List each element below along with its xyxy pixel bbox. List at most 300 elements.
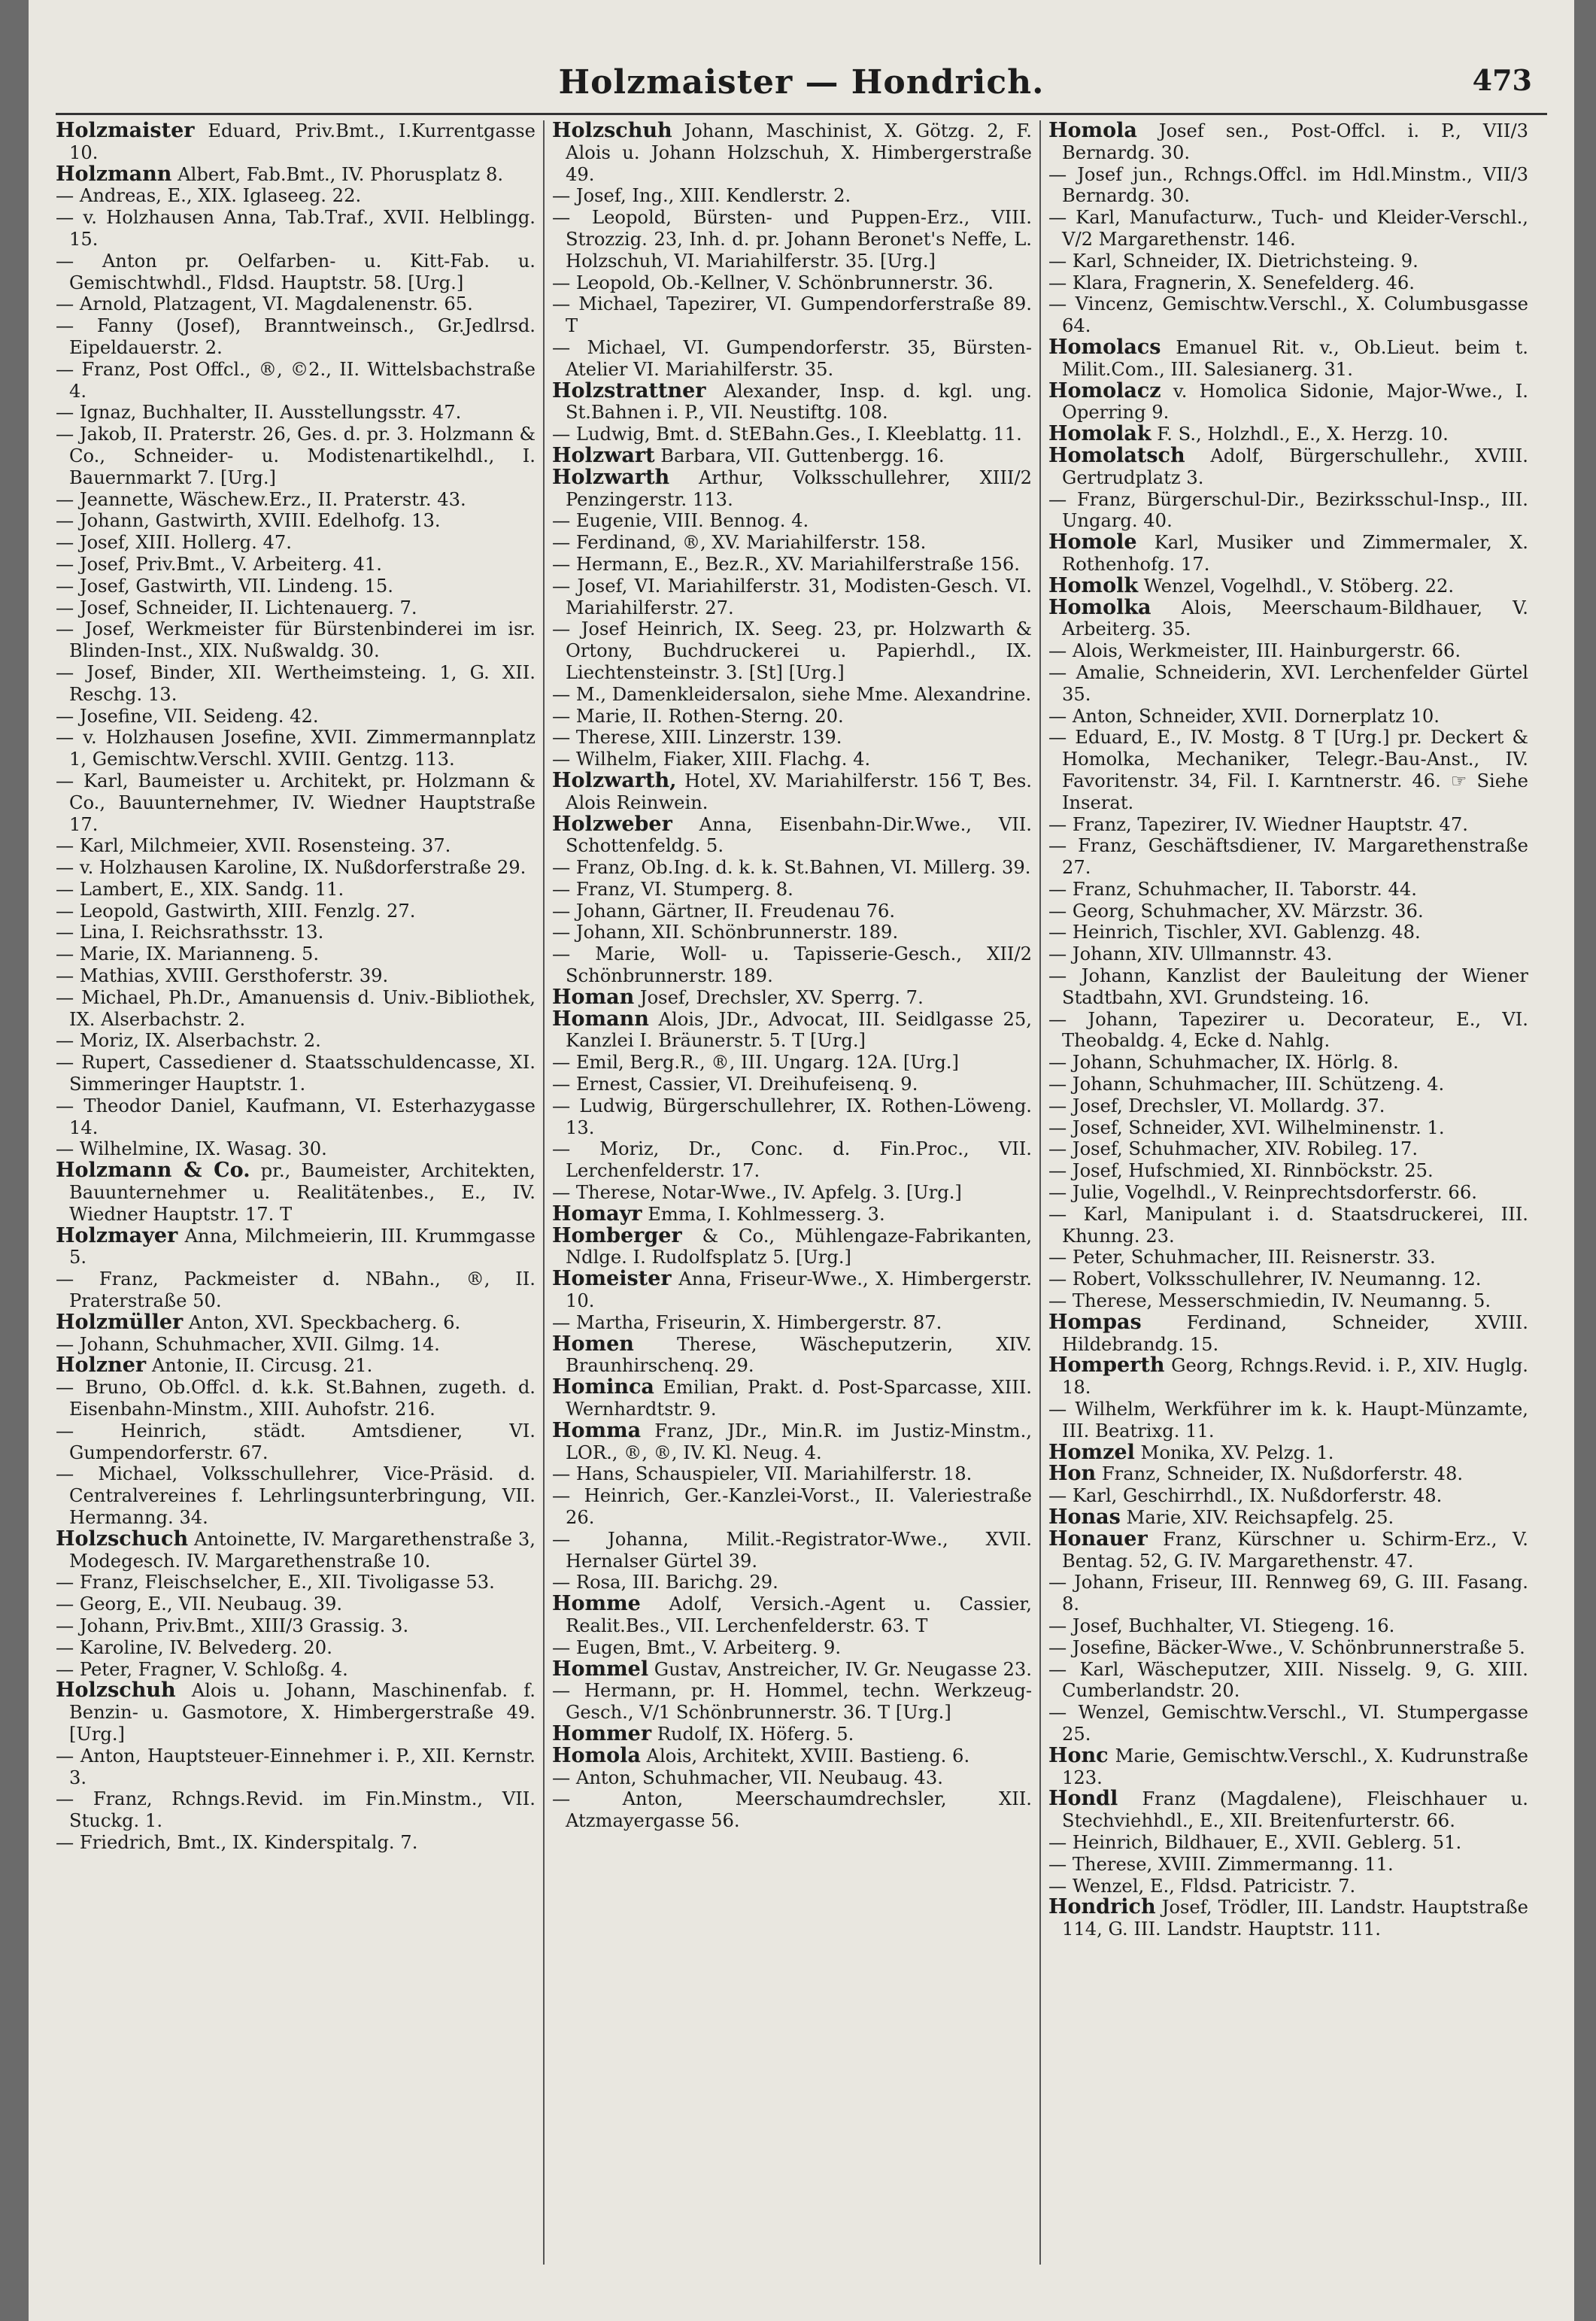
directory-entry bbox=[552, 1788, 1032, 1832]
entry-text: — Julie, Vogelhdl., V. Reinprechtsdorferstr. 66. bbox=[1048, 1182, 1477, 1204]
directory-entry bbox=[552, 337, 1032, 381]
directory-entry bbox=[552, 1529, 1032, 1572]
directory-page bbox=[29, 0, 1574, 2321]
directory-entry bbox=[552, 272, 1032, 294]
directory-entry-main bbox=[552, 814, 1032, 858]
directory-entry-main bbox=[552, 445, 1032, 467]
directory-entry bbox=[552, 185, 1032, 207]
surname-heading: Hommel bbox=[552, 1657, 649, 1681]
entry-text: — Johann, Schuhmacher, XVII. Gilmg. 14. bbox=[56, 1333, 440, 1355]
entry-text: Adolf, Versich.-Agent u. Cassier, Realit.Bes., VII. Lerchenfelderstr. 63. T bbox=[566, 1593, 1032, 1636]
directory-entry bbox=[56, 293, 536, 315]
entry-text: — Eugen, Bmt., V. Arbeiterg. 9. bbox=[552, 1636, 842, 1658]
directory-entry-main bbox=[1048, 597, 1528, 641]
entry-text: — Jakob, II. Praterstr. 26, Ges. d. pr. 3. Holzmann & Co., Schneider- u. Modistenartikelhdl., I. Bauernmarkt 7. [Urg.] bbox=[56, 424, 536, 488]
directory-entry bbox=[56, 424, 536, 488]
entry-text: — Josef, Priv.Bmt., V. Arbeiterg. 41. bbox=[56, 553, 382, 575]
entry-text: — Michael, VI. Gumpendorferstr. 35, Bürsten-Atelier VI. Mariahilferstr. 35. bbox=[552, 336, 1032, 380]
surname-heading: Homolacz bbox=[1048, 378, 1161, 403]
directory-entry bbox=[56, 1572, 536, 1593]
entry-text: — Bruno, Ob.Offcl. d. k.k. St.Bahnen, zugeth. d. Eisenbahn-Minstm., XIII. Auhofstr. 216. bbox=[56, 1377, 536, 1420]
entry-text: — Heinrich, städt. Amtsdiener, VI. Gumpendorferstr. 67. bbox=[56, 1420, 536, 1463]
entry-text: — Josef, Schuhmacher, XIV. Robileg. 17. bbox=[1048, 1138, 1418, 1160]
entry-text: Alois, Architekt, XVIII. Bastieng. 6. bbox=[640, 1745, 970, 1767]
directory-entry-main bbox=[1048, 573, 1528, 597]
entry-text: & Co., Mühlengaze-Fabrikanten, Ndlge. I. Rudolfsplatz 5. [Urg.] bbox=[566, 1225, 1032, 1268]
directory-entry-main bbox=[552, 120, 1032, 185]
column-1 bbox=[56, 120, 536, 2287]
entry-text: Rudolf, IX. Höferg. 5. bbox=[651, 1723, 854, 1745]
entry-text: — Franz, Ob.Ing. d. k. k. St.Bahnen, VI. Millerg. 39. bbox=[552, 857, 1031, 879]
directory-entry bbox=[1048, 943, 1528, 965]
directory-entry bbox=[56, 770, 536, 835]
entry-text: Josef, Drechsler, XV. Sperrg. 7. bbox=[634, 986, 924, 1008]
column-2 bbox=[552, 120, 1032, 2287]
entry-text: — Leopold, Gastwirth, XIII. Fenzlg. 27. bbox=[56, 900, 416, 922]
directory-entry bbox=[56, 315, 536, 359]
entry-text: — Michael, Volksschullehrer, Vice-Präsid. d. Centralvereines f. Lehrlingsunterbringung, VII. Hermanng. 34. bbox=[56, 1463, 536, 1528]
surname-heading: Holzschuch bbox=[56, 1527, 189, 1551]
directory-entry bbox=[56, 879, 536, 901]
directory-entry bbox=[1048, 1247, 1528, 1268]
entry-text: — Ludwig, Bürgerschullehrer, IX. Rothen-Löweng. 13. bbox=[552, 1095, 1032, 1138]
entry-text: — Johann, Tapezirer u. Decorateur, E., VI. Theobaldg. 4, Ecke d. Nahlg. bbox=[1048, 1008, 1528, 1052]
entry-text: — Klara, Fragnerin, X. Senefelderg. 46. bbox=[1048, 272, 1415, 293]
entry-text: Alois, JDr., Advocat, III. Seidlgasse 25, Kanzlei I. Bräunerstr. 5. T [Urg.] bbox=[566, 1008, 1032, 1052]
surname-heading: Holzschuh bbox=[56, 1678, 176, 1703]
surname-heading: Homolka bbox=[1048, 595, 1151, 619]
directory-entry bbox=[56, 1138, 536, 1160]
entry-text: — Karl, Wäscheputzer, XIII. Nisselg. 9, G. XIII. Cumberlandstr. 20. bbox=[1048, 1658, 1528, 1702]
surname-heading: Homme bbox=[552, 1592, 641, 1616]
directory-entry bbox=[552, 922, 1032, 943]
directory-entry-main bbox=[552, 1009, 1032, 1053]
entry-text: F. S., Holzhdl., E., X. Herzg. 10. bbox=[1151, 424, 1449, 445]
surname-heading: Holzwarth, bbox=[552, 768, 677, 792]
directory-entry bbox=[1048, 1399, 1528, 1442]
entry-text: — Franz, Geschäftsdiener, IV. Margarethenstraße 27. bbox=[1048, 835, 1528, 879]
directory-entry bbox=[552, 510, 1032, 532]
directory-entry bbox=[1048, 489, 1528, 533]
directory-entry-main bbox=[1048, 1745, 1528, 1789]
entry-text: — Johann, Gastwirth, XVIII. Edelhofg. 13. bbox=[56, 510, 441, 532]
directory-entry bbox=[56, 1745, 536, 1789]
directory-entry bbox=[56, 727, 536, 770]
directory-entry-main bbox=[1048, 1897, 1528, 1940]
directory-entry bbox=[552, 1052, 1032, 1074]
directory-entry bbox=[1048, 1876, 1528, 1897]
directory-entry bbox=[1048, 901, 1528, 922]
directory-entry bbox=[56, 554, 536, 576]
surname-heading: Honas bbox=[1048, 1505, 1121, 1529]
directory-entry-main bbox=[1048, 1442, 1528, 1464]
directory-entry bbox=[1048, 1854, 1528, 1876]
directory-entry bbox=[56, 1334, 536, 1356]
surname-heading: Homola bbox=[1048, 120, 1137, 142]
entry-text: — Marie, IX. Marianneng. 5. bbox=[56, 943, 320, 965]
entry-text: — Jeannette, Wäschew.Erz., II. Praterstr. 43. bbox=[56, 488, 466, 510]
directory-entry bbox=[1048, 879, 1528, 901]
header-rule bbox=[56, 113, 1547, 115]
directory-entry-main bbox=[552, 1659, 1032, 1681]
directory-entry-main bbox=[56, 1680, 536, 1745]
directory-entry bbox=[552, 1767, 1032, 1789]
entry-text: — Therese, XIII. Linzerstr. 139. bbox=[552, 727, 842, 749]
surname-heading: Honc bbox=[1048, 1743, 1109, 1767]
entry-text: Antoinette, IV. Margarethenstraße 3, Modegesch. IV. Margarethenstraße 10. bbox=[69, 1528, 536, 1572]
entry-text: — Heinrich, Ger.-Kanzlei-Vorst., II. Valeriestraße 26. bbox=[552, 1485, 1032, 1528]
directory-entry bbox=[56, 576, 536, 597]
surname-heading: Holzwart bbox=[552, 443, 655, 467]
entry-text: — Franz, VI. Stumperg. 8. bbox=[552, 878, 793, 900]
directory-entry bbox=[56, 857, 536, 879]
directory-entry-main bbox=[552, 770, 1032, 814]
surname-heading: Holzmann & Co. bbox=[56, 1159, 250, 1183]
directory-entry bbox=[552, 618, 1032, 683]
surname-heading: Homann bbox=[552, 1007, 649, 1031]
entry-text: Alois, Meerschaum-Bildhauer, V. Arbeiterg. 35. bbox=[1062, 597, 1528, 640]
directory-entry-main bbox=[56, 1223, 536, 1269]
directory-entry-main bbox=[552, 1420, 1032, 1464]
directory-entry bbox=[56, 489, 536, 511]
entry-text: pr., Baumeister, Architekten, Bauunternehmer u. Realitätenbes., E., IV. Wiedner Hauptstr. 17. T bbox=[69, 1160, 536, 1225]
directory-entry bbox=[56, 1659, 536, 1681]
entry-text: Franz, JDr., Min.R. im Justiz-Minstm., LOR., ®, ®, IV. Kl. Neug. 4. bbox=[566, 1420, 1032, 1463]
entry-text: Karl, Musiker und Zimmermaler, X. Rothenhofg. 17. bbox=[1062, 532, 1528, 575]
directory-entry bbox=[56, 597, 536, 619]
surname-heading: Homolak bbox=[1048, 422, 1151, 446]
directory-entry bbox=[1048, 727, 1528, 813]
directory-entry bbox=[1048, 1268, 1528, 1290]
directory-entry bbox=[56, 1420, 536, 1464]
entry-text: Arthur, Volksschullehrer, XIII/2 Penzingerstr. 113. bbox=[566, 466, 1032, 510]
entry-text: — Josef Heinrich, IX. Seeg. 23, pr. Holzwarth & Ortony, Buchdruckerei u. Papierhdl., IX. Liechtensteinstr. 3. [St] [Urg.] bbox=[552, 618, 1032, 683]
entry-text: — Wilhelm, Werkführer im k. k. Haupt-Münzamte, III. Beatrixg. 11. bbox=[1048, 1399, 1528, 1442]
entry-text: Alexander, Insp. d. kgl. ung. St.Bahnen i. P., VII. Neustiftg. 108. bbox=[566, 380, 1032, 424]
directory-entry bbox=[552, 293, 1032, 337]
directory-entry bbox=[56, 1593, 536, 1615]
entry-text: — Karl, Baumeister u. Architekt, pr. Holzmann & Co., Bauunternehmer, IV. Wiedner Hauptstraße 17. bbox=[56, 770, 536, 835]
entry-text: Anna, Friseur-Wwe., X. Himbergerstr. 10. bbox=[566, 1268, 1032, 1312]
entry-text: — Josef, Gastwirth, VII. Lindeng. 15. bbox=[56, 575, 393, 597]
entry-text: — Ignaz, Buchhalter, II. Ausstellungsstr. 47. bbox=[56, 402, 462, 424]
entry-text: — Karl, Schneider, IX. Dietrichsteing. 9. bbox=[1048, 250, 1418, 272]
entry-text: Ferdinand, Schneider, XVIII. Hildebrandg. 15. bbox=[1062, 1311, 1528, 1355]
entry-text: — Rupert, Cassediener d. Staatsschuldencasse, XI. Simmeringer Hauptstr. 1. bbox=[56, 1052, 536, 1095]
entry-text: — Josef, XIII. Hollerg. 47. bbox=[56, 532, 292, 554]
directory-entry bbox=[56, 1095, 536, 1139]
entry-text: Emma, I. Kohlmesserg. 3. bbox=[642, 1203, 885, 1225]
entry-text: — Josef, VI. Mariahilferstr. 31, Modisten-Gesch. VI. Mariahilferstr. 27. bbox=[552, 575, 1032, 618]
entry-text: — v. Holzhausen Josefine, XVII. Zimmermannplatz 1, Gemischtw.Verschl. XVIII. Gentzg. 113. bbox=[56, 727, 536, 770]
directory-entry bbox=[56, 251, 536, 294]
entry-text: — Anton, Meerschaumdrechsler, XII. Atzmayergasse 56. bbox=[552, 1788, 1032, 1832]
directory-entry-main bbox=[1048, 120, 1528, 164]
surname-heading: Hompas bbox=[1048, 1310, 1142, 1334]
entry-text: — Rosa, III. Barichg. 29. bbox=[552, 1572, 778, 1593]
entry-text: — Wilhelmine, IX. Wasag. 30. bbox=[56, 1138, 327, 1160]
directory-entry bbox=[1048, 835, 1528, 879]
surname-heading: Holzmaister bbox=[56, 120, 195, 142]
directory-entry bbox=[56, 1832, 536, 1854]
entry-text: — Josef, Drechsler, VI. Mollardg. 37. bbox=[1048, 1095, 1385, 1116]
entry-text: — Josef jun., Rchngs.Offcl. im Hdl.Minstm., VII/3 Bernardg. 30. bbox=[1048, 163, 1528, 207]
entry-text: — Friedrich, Bmt., IX. Kinderspitalg. 7. bbox=[56, 1831, 418, 1853]
directory-entry bbox=[1048, 1659, 1528, 1703]
directory-entry bbox=[56, 662, 536, 706]
directory-entry bbox=[1048, 662, 1528, 706]
surname-heading: Holzmayer bbox=[56, 1223, 178, 1247]
entry-text: — Franz, Bürgerschul-Dir., Bezirksschul-Insp., III. Ungarg. 40. bbox=[1048, 488, 1528, 532]
directory-entry bbox=[56, 618, 536, 662]
entry-text: — Franz, Schuhmacher, II. Taborstr. 44. bbox=[1048, 878, 1417, 900]
directory-entry bbox=[1048, 1095, 1528, 1117]
entry-text: — Hans, Schauspieler, VII. Mariahilferstr. 18. bbox=[552, 1463, 972, 1485]
directory-entry bbox=[56, 1030, 536, 1052]
directory-entry bbox=[552, 207, 1032, 272]
directory-entry-main bbox=[1048, 378, 1528, 424]
directory-entry bbox=[56, 1788, 536, 1832]
directory-entry bbox=[56, 922, 536, 943]
entry-text: — Josef, Schneider, II. Lichtenauerg. 7. bbox=[56, 597, 417, 618]
directory-entry bbox=[1048, 251, 1528, 272]
directory-entry bbox=[552, 684, 1032, 706]
entry-text: — Karl, Manufacturw., Tuch- und Kleider-Verschl., V/2 Margarethenstr. 146. bbox=[1048, 207, 1528, 250]
surname-heading: Holzschuh bbox=[552, 120, 672, 142]
surname-heading: Homeister bbox=[552, 1267, 672, 1291]
entry-text: — Johann, XIV. Ullmannstr. 43. bbox=[1048, 943, 1333, 965]
entry-text: — Johann, Priv.Bmt., XIII/3 Grassig. 3. bbox=[56, 1615, 409, 1636]
entry-text: Marie, Gemischtw.Verschl., X. Kudrunstraße 123. bbox=[1062, 1745, 1528, 1788]
entry-text: — Therese, Notar-Wwe., IV. Apfelg. 3. [Urg.] bbox=[552, 1182, 962, 1204]
entry-text: — Leopold, Bürsten- und Puppen-Erz., VIII. Strozzig. 23, Inh. d. pr. Johann Beronet's Neffe, L. Holzschuh, VI. Mariahilferstr. 35. [Urg.] bbox=[552, 207, 1032, 272]
entry-text: — Michael, Ph.Dr., Amanuensis d. Univ.-Bibliothek, IX. Alserbachstr. 2. bbox=[56, 986, 536, 1030]
directory-entry bbox=[1048, 640, 1528, 662]
entry-text: Josef, Trödler, III. Landstr. Hauptstraße 114, G. III. Landstr. Hauptstr. 111. bbox=[1062, 1897, 1528, 1940]
entry-text: Franz, Kürschner u. Schirm-Erz., V. Bentag. 52, G. IV. Margarethenstr. 47. bbox=[1062, 1528, 1528, 1572]
surname-heading: Homolatsch bbox=[1048, 443, 1185, 467]
directory-entry bbox=[552, 424, 1032, 445]
directory-entry bbox=[552, 1463, 1032, 1485]
directory-entry bbox=[1048, 1160, 1528, 1182]
surname-heading: Homberger bbox=[552, 1223, 682, 1247]
entry-text: Anna, Eisenbahn-Dir.Wwe., VII. Schottenfeldg. 5. bbox=[566, 813, 1032, 857]
directory-entry-main bbox=[552, 467, 1032, 511]
entry-text: — Andreas, E., XIX. Iglaseeg. 22. bbox=[56, 185, 362, 207]
column-divider bbox=[1039, 120, 1041, 2265]
directory-entry-main bbox=[552, 1593, 1032, 1637]
directory-entry bbox=[1048, 922, 1528, 943]
surname-heading: Hondl bbox=[1048, 1787, 1118, 1811]
directory-entry-main bbox=[552, 1377, 1032, 1420]
entry-text: — Lambert, E., XIX. Sandg. 11. bbox=[56, 878, 344, 900]
entry-text: — Josef, Schneider, XVI. Wilhelminenstr. 1. bbox=[1048, 1116, 1445, 1138]
directory-entry bbox=[56, 532, 536, 554]
directory-entry bbox=[56, 359, 536, 403]
directory-entry bbox=[1048, 1074, 1528, 1095]
entry-text: — Johanna, Milit.-Registrator-Wwe., XVII. Hernalser Gürtel 39. bbox=[552, 1528, 1032, 1572]
directory-entry-main bbox=[552, 1721, 1032, 1745]
directory-entry bbox=[1048, 965, 1528, 1009]
directory-entry bbox=[56, 943, 536, 965]
directory-entry bbox=[552, 532, 1032, 554]
entry-text: — Wenzel, E., Fldsd. Patricistr. 7. bbox=[1048, 1875, 1356, 1897]
directory-entry bbox=[1048, 1615, 1528, 1637]
directory-entry bbox=[1048, 1485, 1528, 1507]
directory-entry bbox=[56, 185, 536, 207]
directory-entry-main bbox=[56, 1529, 536, 1572]
surname-heading: Homan bbox=[552, 985, 635, 1009]
surname-heading: Homole bbox=[1048, 530, 1137, 554]
entry-text: — Moriz, IX. Alserbachstr. 2. bbox=[56, 1030, 321, 1052]
surname-heading: Hondrich bbox=[1048, 1895, 1156, 1919]
directory-entry-main bbox=[1048, 1463, 1528, 1485]
surname-heading: Hon bbox=[1048, 1462, 1097, 1486]
entry-text: — Mathias, XVIII. Gersthoferstr. 39. bbox=[56, 965, 389, 987]
entry-text: — Karl, Geschirrhdl., IX. Nußdorferstr. 48. bbox=[1048, 1485, 1443, 1507]
entry-text: — Therese, XVIII. Zimmermanng. 11. bbox=[1048, 1853, 1394, 1875]
directory-entry bbox=[56, 1268, 536, 1312]
directory-entry bbox=[1048, 1290, 1528, 1312]
directory-entry bbox=[1048, 814, 1528, 836]
entry-text: — Leopold, Ob.-Kellner, V. Schönbrunnerstr. 36. bbox=[552, 272, 994, 293]
entry-text: Georg, Rchngs.Revid. i. P., XIV. Huglg. 18. bbox=[1062, 1355, 1528, 1399]
entry-text: — Emil, Berg.R., ®, III. Ungarg. 12A. [Urg.] bbox=[552, 1052, 959, 1074]
entry-text: v. Homolica Sidonie, Major-Wwe., I. Operring 9. bbox=[1062, 380, 1528, 424]
directory-entry bbox=[1048, 272, 1528, 294]
directory-entry bbox=[56, 901, 536, 922]
entry-text: Monika, XV. Pelzg. 1. bbox=[1134, 1442, 1334, 1463]
entry-text: — Moriz, Dr., Conc. d. Fin.Proc., VII. Lerchenfelderstr. 17. bbox=[552, 1138, 1032, 1182]
entry-text: — Georg, E., VII. Neubaug. 39. bbox=[56, 1593, 343, 1615]
directory-entry bbox=[1048, 164, 1528, 208]
entry-text: — Josef, Ing., XIII. Kendlerstr. 2. bbox=[552, 185, 851, 207]
directory-entry bbox=[552, 1074, 1032, 1095]
entry-text: — Josef, Binder, XII. Wertheimsteing. 1, G. XII. Reschg. 13. bbox=[56, 661, 536, 705]
directory-entry-main bbox=[552, 1204, 1032, 1226]
running-title: Holzmaister — Hondrich. bbox=[558, 63, 1045, 102]
surname-heading: Homolk bbox=[1048, 573, 1139, 597]
directory-entry bbox=[1048, 1637, 1528, 1659]
directory-entry-main bbox=[1048, 1788, 1528, 1832]
directory-entry bbox=[56, 1615, 536, 1637]
directory-entry bbox=[1048, 293, 1528, 337]
entry-text: — Franz, Rchngs.Revid. im Fin.Minstm., VII. Stuckg. 1. bbox=[56, 1788, 536, 1832]
directory-entry-main bbox=[1048, 1312, 1528, 1356]
directory-entry bbox=[1048, 1138, 1528, 1160]
directory-entry bbox=[56, 1052, 536, 1095]
entry-text: — Karoline, IV. Belvederg. 20. bbox=[56, 1636, 332, 1658]
directory-entry-main bbox=[552, 1334, 1032, 1378]
directory-entry bbox=[56, 987, 536, 1031]
directory-entry-main bbox=[552, 987, 1032, 1009]
directory-entry bbox=[552, 1182, 1032, 1204]
entry-text: — Johann, Friseur, III. Rennweg 69, G. III. Fasang. 8. bbox=[1048, 1572, 1528, 1615]
entry-text: — Marie, Woll- u. Tapisserie-Gesch., XII/2 Schönbrunnerstr. 189. bbox=[552, 943, 1032, 987]
surname-heading: Homolacs bbox=[1048, 335, 1161, 359]
entry-text: — Josef, Hufschmied, XI. Rinnböckstr. 25. bbox=[1048, 1160, 1434, 1182]
page-header bbox=[29, 54, 1574, 107]
entry-text: — Anton pr. Oelfarben- u. Kitt-Fab. u. Gemischtwhdl., Fldsd. Hauptstr. 58. [Urg.] bbox=[56, 250, 536, 293]
directory-entry bbox=[1048, 1572, 1528, 1615]
entry-text: — Wilhelm, Fiaker, XIII. Flachg. 4. bbox=[552, 749, 871, 770]
entry-text: — Johann, Schuhmacher, IX. Hörlg. 8. bbox=[1048, 1052, 1399, 1074]
directory-entry bbox=[552, 749, 1032, 770]
entry-text: — Vincenz, Gemischtw.Verschl., X. Columbusgasse 64. bbox=[1048, 293, 1528, 337]
directory-entry bbox=[552, 1312, 1032, 1334]
directory-entry-main bbox=[1048, 532, 1528, 576]
surname-heading: Holzwarth bbox=[552, 465, 670, 489]
entry-text: — Karl, Milchmeier, XVII. Rosensteing. 37. bbox=[56, 835, 451, 857]
entry-text: — Ferdinand, ®, XV. Mariahilferstr. 158. bbox=[552, 532, 927, 554]
surname-heading: Holzstrattner bbox=[552, 378, 706, 403]
entry-text: Albert, Fab.Bmt., IV. Phorusplatz 8. bbox=[171, 163, 504, 185]
entry-text: — Josef, Buchhalter, VI. Stiegeng. 16. bbox=[1048, 1615, 1395, 1636]
entry-text: — Karl, Manipulant i. d. Staatsdruckerei, III. Khunng. 23. bbox=[1048, 1203, 1528, 1247]
directory-entry-main bbox=[1048, 337, 1528, 381]
entry-text: — Heinrich, Tischler, XVI. Gablenzg. 48. bbox=[1048, 922, 1421, 943]
entry-text: — v. Holzhausen Anna, Tab.Traf., XVII. Helblingg. 15. bbox=[56, 207, 536, 250]
directory-entry-main bbox=[1048, 1355, 1528, 1399]
entry-text: Barbara, VII. Guttenbergg. 16. bbox=[654, 445, 945, 466]
entry-text: — Fanny (Josef), Branntweinsch., Gr.Jedlrsd. Eipeldauerstr. 2. bbox=[56, 315, 536, 358]
entry-text: Franz, Schneider, IX. Nußdorferstr. 48. bbox=[1096, 1463, 1464, 1485]
directory-entry-main bbox=[552, 1223, 1032, 1269]
entry-text: Alois u. Johann, Maschinenfab. f. Benzin- u. Gasmotore, X. Himbergerstraße 49. [Urg.] bbox=[69, 1680, 536, 1745]
surname-heading: Hommer bbox=[552, 1721, 652, 1745]
entry-text: — Lina, I. Reichsrathsstr. 13. bbox=[56, 922, 324, 943]
entry-text: Hotel, XV. Mariahilferstr. 156 T, Bes. Alois Reinwein. bbox=[566, 770, 1032, 813]
entry-text: — Amalie, Schneiderin, XVI. Lerchenfelder Gürtel 35. bbox=[1048, 661, 1528, 705]
directory-entry bbox=[1048, 1832, 1528, 1854]
entry-text: — Hermann, E., Bez.R., XV. Mariahilferstraße 156. bbox=[552, 553, 1020, 575]
directory-entry bbox=[552, 857, 1032, 879]
entry-text: Anton, XVI. Speckbacherg. 6. bbox=[183, 1311, 461, 1333]
surname-heading: Homola bbox=[552, 1743, 641, 1767]
page-number: 473 bbox=[1472, 63, 1532, 97]
surname-heading: Homzel bbox=[1048, 1440, 1135, 1464]
surname-heading: Homperth bbox=[1048, 1353, 1165, 1378]
directory-entry bbox=[56, 1463, 536, 1528]
directory-entry-main bbox=[56, 1355, 536, 1377]
entry-text: — Arnold, Platzagent, VI. Magdalenenstr. 65. bbox=[56, 293, 473, 315]
entry-text: — Franz, Tapezirer, IV. Wiedner Hauptstr. 47. bbox=[1048, 813, 1468, 835]
entry-text: — Peter, Fragner, V. Schloßg. 4. bbox=[56, 1658, 348, 1680]
entry-text: — Theodor Daniel, Kaufmann, VI. Esterhazygasse 14. bbox=[56, 1095, 536, 1138]
directory-entry-main bbox=[56, 120, 536, 164]
directory-entry bbox=[1048, 706, 1528, 728]
surname-heading: Holzmüller bbox=[56, 1310, 184, 1334]
directory-entry bbox=[552, 1095, 1032, 1139]
directory-entry bbox=[552, 1637, 1032, 1659]
entry-text: — v. Holzhausen Karoline, IX. Nußdorferstraße 29. bbox=[56, 857, 526, 879]
surname-heading: Holzweber bbox=[552, 812, 672, 836]
entry-text: — Robert, Volksschullehrer, IV. Neumanng. 12. bbox=[1048, 1268, 1482, 1290]
directory-entry bbox=[552, 1138, 1032, 1182]
entry-text: Marie, XIV. Reichsapfelg. 25. bbox=[1120, 1507, 1394, 1528]
entry-text: — Johann, Gärtner, II. Freudenau 76. bbox=[552, 900, 896, 922]
directory-entry bbox=[552, 943, 1032, 987]
directory-entry-main bbox=[56, 1312, 536, 1334]
entry-text: — Hermann, pr. H. Hommel, techn. Werkzeug-Gesch., V/1 Schönbrunnerstr. 36. T [Urg.] bbox=[552, 1680, 1032, 1724]
surname-heading: Hominca bbox=[552, 1375, 654, 1399]
entry-text: — Michael, Tapezirer, VI. Gumpendorferstraße 89. T bbox=[552, 293, 1032, 337]
entry-text: — Ernest, Cassier, VI. Dreihufeisenq. 9. bbox=[552, 1074, 918, 1095]
entry-text: — Ludwig, Bmt. d. StEBahn.Ges., I. Kleeblattg. 11. bbox=[552, 424, 1022, 445]
surname-heading: Homayr bbox=[552, 1202, 642, 1226]
entry-text: — M., Damenkleidersalon, siehe Mme. Alexandrine. bbox=[552, 683, 1032, 705]
entry-text: — Johann, XII. Schönbrunnerstr. 189. bbox=[552, 922, 899, 943]
